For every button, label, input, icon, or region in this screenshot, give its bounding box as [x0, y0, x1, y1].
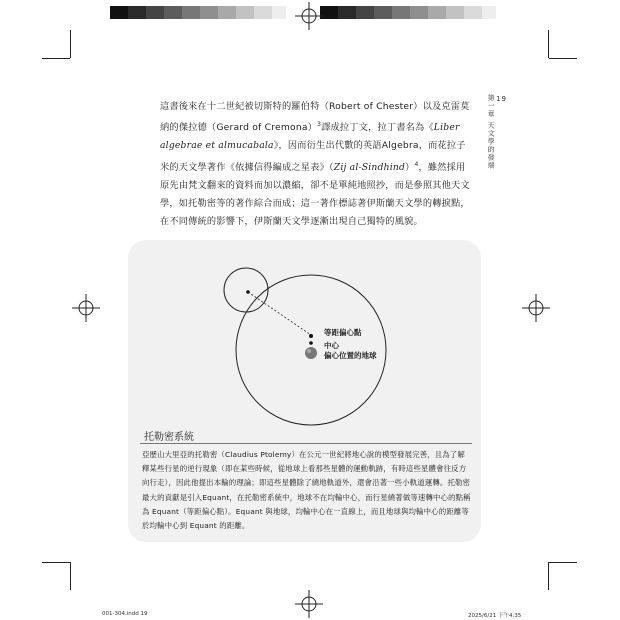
paragraph-text: 譯成拉丁文，拉丁書名為《 [321, 122, 434, 134]
earth-globe [305, 347, 317, 359]
crop-mark [548, 562, 549, 590]
italic-title: Liber algebrae et almucabala [160, 122, 460, 152]
crop-mark [549, 58, 577, 59]
ptolemy-figure-panel [128, 240, 481, 542]
paragraph-text: 這書後來在十二世紀被切斯特的羅伯特（Robert of Chester）以及克雷莫納的傑拉德（Gerard of Cremona） [160, 101, 470, 134]
box-text: 亞歷山大里亞的托勒密（Claudius Ptolemy）在公元一世紀將地心說的模型發展完善，且為了解釋某些行星的逆行現象（即在某些時候，從地球上看那些星體的運動軌跡，有時這些星體會往反方向行走），因此他提出本輪的理論；即這些星體除了繞地軌道外，還會沿著一些小軌道運轉。托勒密最大的貢獻是引入Equant，在托勒密系統中，地球不在均輪中心，而行星繞著做等速轉中心的點稱為 Equant（等距偏心點）。Equant 與地球，均輪中心在一直線上，而且地球與均輪中心的距離等於均輪中心到 Equant 的距離。 [142, 450, 471, 531]
crop-mark [42, 58, 70, 59]
footnote-ref: 4 [414, 160, 419, 168]
page-number: 19 [496, 95, 507, 103]
center-dot [309, 341, 313, 345]
italic-title: Zij al-Sindhind [333, 161, 406, 173]
radius-line [248, 292, 311, 335]
color-bar-right [320, 6, 496, 19]
earth-label: 偏心位置的地球 [324, 351, 377, 360]
crop-mark [548, 30, 549, 58]
crop-mark [42, 562, 70, 563]
equant-label: 等距偏心點 [324, 328, 362, 337]
body-paragraph [160, 98, 474, 231]
ptolemaic-system-diagram [128, 240, 481, 426]
box-title: 托勒密系統 [144, 432, 194, 443]
running-head [487, 94, 507, 170]
crop-mark [70, 30, 71, 58]
footer-file-info: 001-304.indd 19 [102, 611, 148, 617]
chapter-title: 第一章 天文學的發端 [487, 94, 496, 170]
crop-mark [549, 562, 577, 563]
epicycle-circle [224, 268, 268, 312]
box-divider [140, 443, 472, 444]
color-bar-left [110, 6, 286, 19]
center-label: 中心 [324, 341, 339, 350]
registration-mark-icon [522, 294, 550, 322]
footer-timestamp: 2025/6/21 下午4:35 [468, 613, 522, 619]
registration-mark-icon [72, 294, 100, 322]
footnote-ref: 3 [317, 121, 322, 129]
crop-mark [70, 562, 71, 590]
equant-dot [309, 334, 313, 338]
paragraph-text: ，雖然採用原先由梵文翻來的資料而加以濃縮，卻不是單純地照抄，而是參照其他天文學，如托勒密等的著作綜合而成；這一著作標誌著伊斯蘭天文學的轉捩點，在不同傳統的影響下，伊斯蘭天文學逐漸出現自己獨特的風貌。 [160, 161, 470, 228]
paragraph-text: 》，因而衍生出代數的英語Algebra，而花拉子米的天文學著作《依據信得編成之星表》（ [160, 140, 466, 173]
registration-mark-icon [295, 2, 323, 30]
registration-mark-icon [295, 590, 323, 618]
paragraph-text: ） [405, 161, 415, 173]
